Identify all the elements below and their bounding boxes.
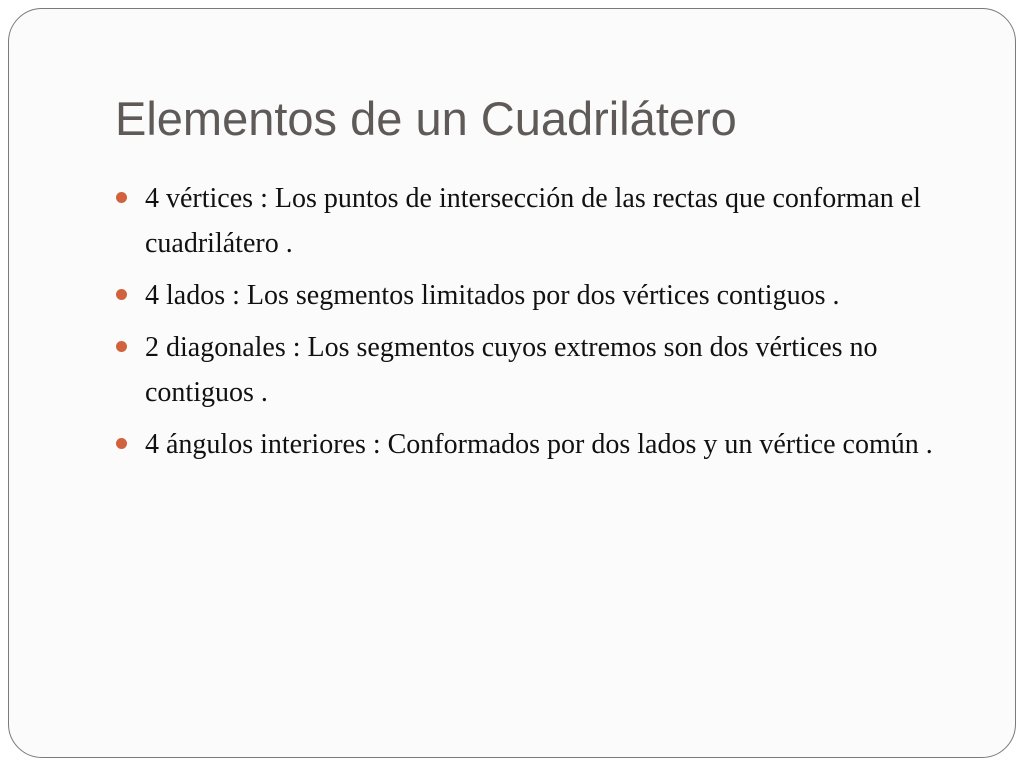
- bullet-dot-icon: [116, 192, 127, 203]
- slide: [8, 8, 1016, 758]
- bullet-dot-icon: [116, 438, 127, 449]
- bullet-list: [115, 176, 965, 474]
- slide-title: Elementos de un Cuadrilátero: [115, 92, 737, 145]
- bullet-text: 2 diagonales : Los segmentos cuyos extremos son dos vértices no contiguos .: [145, 332, 878, 408]
- bullet-text: 4 lados : Los segmentos limitados por dos vértices contiguos .: [145, 280, 840, 311]
- bullet-dot-icon: [116, 289, 127, 300]
- bullet-text: 4 ángulos interiores : Conformados por dos lados y un vértice común .: [145, 429, 933, 460]
- bullet-text: 4 vértices : Los puntos de intersección de las rectas que conforman el cuadrilátero .: [145, 183, 921, 259]
- bullet-item-angulos: [115, 422, 965, 467]
- bullet-dot-icon: [116, 341, 127, 352]
- bullet-item-lados: [115, 273, 965, 318]
- bullet-item-diagonales: [115, 325, 965, 415]
- bullet-item-vertices: [115, 176, 965, 266]
